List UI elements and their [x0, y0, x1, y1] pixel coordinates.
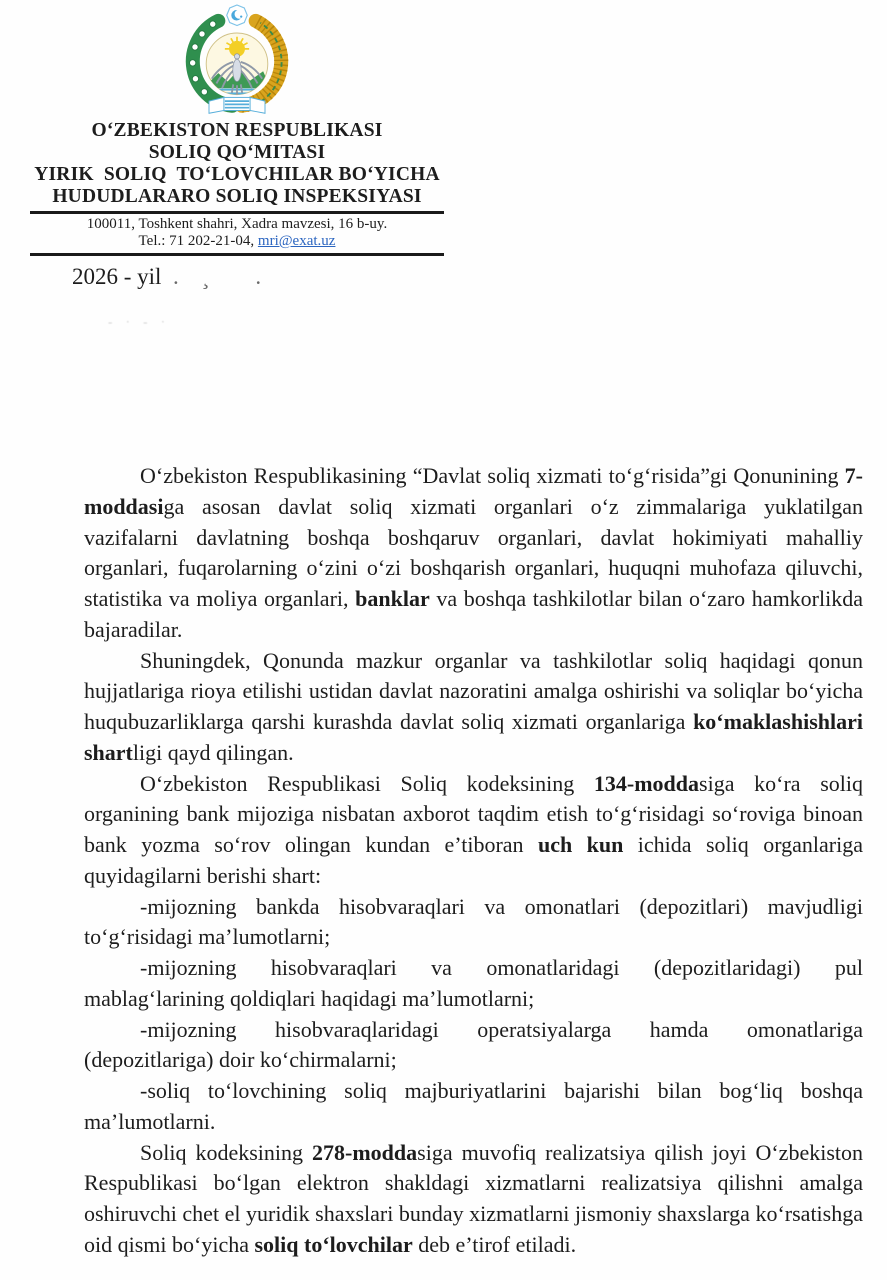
org-name-line-3: YIRIK SOLIQ TO‘LOVCHILAR BO‘YICHA [34, 164, 440, 185]
list-item-balances: -mijozning hisobvaraqlari va omonatlaridagi (depozitlaridagi) pul mablag‘larining qoldiqlari haqidagi ma’lumotlarni; [84, 955, 863, 1011]
email-link[interactable]: mri@exat.uz [257, 233, 336, 249]
paragraph-cooperation: Shuningdek, Qonunda mazkur organlar va tashkilotlar soliq haqidagi qonun hujjatlariga rioya etilishi ustidan davlat nazoratini amalga oshirishi va soliqlar bo‘yicha huqubuzarliklarga qarshi kurashda davlat soliq xizmati organlariga ko‘maklashishlari shartligi qayd qilingan. [84, 647, 863, 765]
date-year-text: 2026 - yil [72, 264, 162, 289]
paragraph-intro-law: O‘zbekiston Respublikasining “Davlat soliq xizmati to‘g‘risida”gi Qonunining 7-moddasiga asosan davlat soliq xizmati organlari o‘z zimmalariga yuklatilgan vazifalarni davlatning boshqa boshqaruv organlari, davlat hokimiyati mahalliy organlari, fuqarolarning o‘zini o‘zi boshqarish organlari, huquqni muhofaza qiluvchi, statistika va moliya organlari, banklar va boshqa tashkilotlar bilan o‘zaro hamkorlikda bajaradilar. [84, 463, 863, 642]
org-name-line-1: O‘ZBEKISTON RESPUBLIKASI [91, 120, 383, 141]
list-item-other-info: -soliq to‘lovchining soliq majburiyatlarini bajarishi bilan bog‘liq boshqa ma’lumotlarni. [84, 1078, 863, 1134]
ribbon [209, 97, 265, 113]
crescent-star-icon [227, 5, 248, 26]
uzbekistan-state-emblem-icon [181, 4, 293, 118]
paragraph-article-278: Soliq kodeksining 278-moddasiga muvofiq realizatsiya qilish joyi O‘zbekiston Respublikasi bo‘lgan elektron shakldagi xizmatlarni realizatsiya qilishni amalga oshiruvchi chet el yuridik shaxslari bunday xizmatlarni jismoniy shaxslarga ko‘rsatishga oid qismi bo‘yicha soliq to‘lovchilar deb e’tirof etiladi. [84, 1139, 863, 1257]
phone-label: Tel.: 71 202-21-04, [138, 233, 258, 249]
letterhead-divider-top [30, 211, 444, 214]
date-line [72, 264, 261, 290]
document-body [84, 461, 863, 1261]
date-fill-dots: . ¸ . [161, 264, 262, 289]
contact-line [30, 233, 444, 250]
org-name-line-2: SOLIQ QO‘MITASI [148, 142, 326, 163]
letterhead-divider-bottom [30, 253, 444, 256]
org-name-line-4: HUDUDLARARO SOLIQ INSPEKSIYASI [52, 186, 422, 207]
paragraph-article-134: O‘zbekiston Respublikasi Soliq kodeksining 134-moddasiga ko‘ra soliq organining bank mijoziga nisbatan axborot taqdim etish to‘g‘risidagi so‘roviga binoan bank yozma so‘rov olingan kundan e’tiboran uch kun ichida soliq organlariga quyidagilarni berishi shart: [84, 770, 863, 888]
letterhead [30, 0, 444, 256]
scan-artifact-marks: - · - · [108, 314, 171, 329]
list-item-accounts-existence: -mijozning bankda hisobvaraqlari va omonatlari (depozitlari) mavjudligi to‘g‘risidagi ma’lumotlarni; [84, 893, 863, 950]
list-item-statements: -mijozning hisobvaraqlaridagi operatsiyalarga hamda omonatlariga (depozitlariga) doir ko‘chirmalarni; [84, 1016, 863, 1073]
address-line: 100011, Toshkent shahri, Xadra mavzesi, 16 b-uy. [86, 216, 388, 232]
